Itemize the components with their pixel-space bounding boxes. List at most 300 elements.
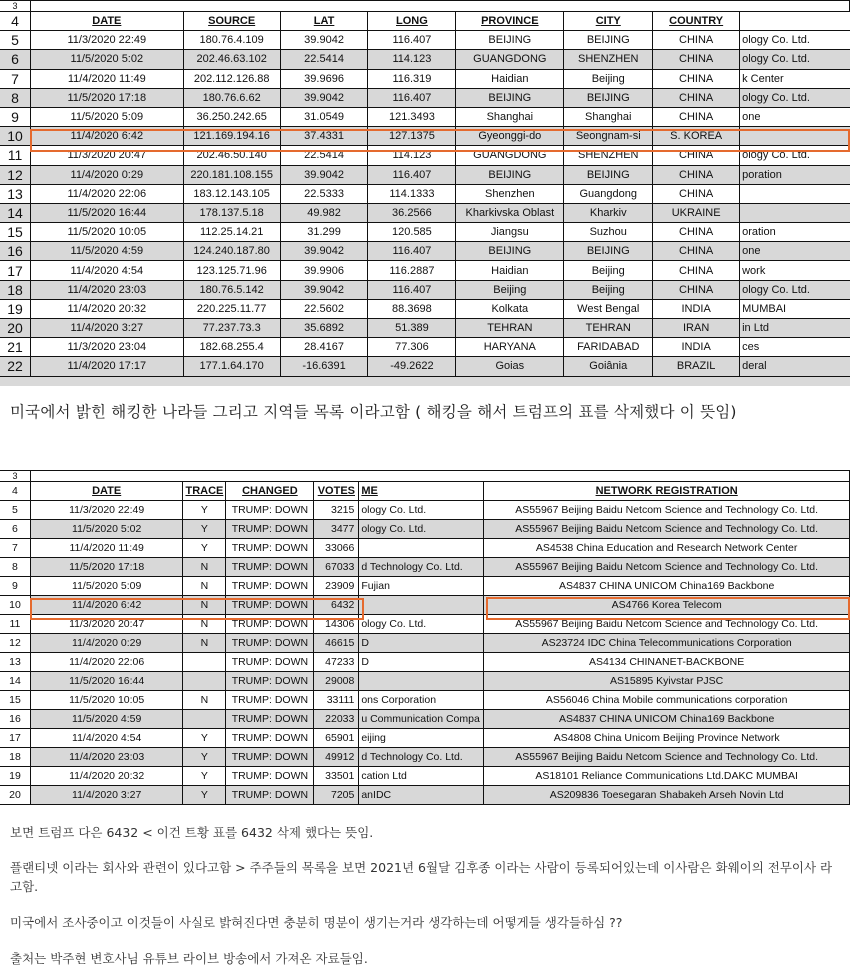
- cell-lat: 31.299: [280, 223, 368, 242]
- cell-country: CHINA: [653, 50, 740, 69]
- cell-province: Shanghai: [456, 107, 564, 126]
- cell-date: 11/4/2020 22:06: [30, 184, 183, 203]
- cell-city: TEHRAN: [564, 319, 653, 338]
- row-number: 7: [0, 539, 30, 558]
- row-number: 5: [0, 501, 30, 520]
- col-header-date: DATE: [30, 12, 183, 31]
- cell-trace: [183, 672, 226, 691]
- row-number: 7: [0, 69, 30, 88]
- cell-date: 11/4/2020 6:42: [30, 127, 183, 146]
- cell-lat: -16.6391: [280, 357, 368, 376]
- cell-city: Seongnam-si: [564, 127, 653, 146]
- cell-province: BEIJING: [456, 165, 564, 184]
- cell-lat: 49.982: [280, 203, 368, 222]
- cell-date: 11/5/2020 16:44: [30, 672, 183, 691]
- cell-date: 11/5/2020 17:18: [30, 558, 183, 577]
- cell-side-cutoff: poration: [740, 165, 850, 184]
- cell-votes: 33066: [314, 539, 359, 558]
- cell-name-cutoff: ology Co. Ltd.: [359, 615, 484, 634]
- table-row: [0, 299, 850, 318]
- cell-trace: N: [183, 634, 226, 653]
- cell-votes: 67033: [314, 558, 359, 577]
- cell-trace: Y: [183, 786, 226, 805]
- cell-name-cutoff: ons Corporation: [359, 691, 484, 710]
- cell-name-cutoff: d Technology Co. Ltd.: [359, 558, 484, 577]
- cell-date: 11/5/2020 10:05: [30, 691, 183, 710]
- cell-date: 11/3/2020 22:49: [30, 501, 183, 520]
- cell-source: 177.1.64.170: [183, 357, 280, 376]
- cell-date: 11/4/2020 17:17: [30, 357, 183, 376]
- header-row: [0, 12, 850, 31]
- cell-date: 11/4/2020 20:32: [30, 299, 183, 318]
- cell-network: AS4538 China Education and Research Network Center: [484, 539, 850, 558]
- cell-side-cutoff: deral: [740, 357, 850, 376]
- cell-votes: 23909: [314, 577, 359, 596]
- cell-long: 116.407: [368, 88, 456, 107]
- row-number: 15: [0, 691, 30, 710]
- cell-city: BEIJING: [564, 242, 653, 261]
- table-row: [0, 280, 850, 299]
- row-number: 14: [0, 672, 30, 691]
- row-number: 10: [0, 596, 30, 615]
- cell-lat: 39.9042: [280, 242, 368, 261]
- cell-date: 11/4/2020 11:49: [30, 69, 183, 88]
- table-row: [0, 319, 850, 338]
- cell-votes: 46615: [314, 634, 359, 653]
- cell-network: AS56046 China Mobile communications corporation: [484, 691, 850, 710]
- cell-source: 202.112.126.88: [183, 69, 280, 88]
- table-row: [0, 672, 850, 691]
- row-number: 19: [0, 299, 30, 318]
- cell-network: AS209836 Toesegaran Shabakeh Arseh Novin Ltd: [484, 786, 850, 805]
- cell-source: 180.76.6.62: [183, 88, 280, 107]
- cell-country: INDIA: [653, 299, 740, 318]
- row-number: 13: [0, 184, 30, 203]
- cell-name-cutoff: d Technology Co. Ltd.: [359, 748, 484, 767]
- cell-network: AS4837 CHINA UNICOM China169 Backbone: [484, 577, 850, 596]
- row-number: 20: [0, 319, 30, 338]
- row-number: 8: [0, 558, 30, 577]
- paragraph-4: 출처는 박주현 변호사님 유튜브 라이브 방송에서 가져온 자료들임.: [10, 951, 368, 966]
- cell-network: AS55967 Beijing Baidu Netcom Science and Technology Co. Ltd.: [484, 501, 850, 520]
- cell-source: 112.25.14.21: [183, 223, 280, 242]
- table-row: [0, 729, 850, 748]
- cell-votes: 14306: [314, 615, 359, 634]
- cell-name-cutoff: anIDC: [359, 786, 484, 805]
- table-row: [0, 338, 850, 357]
- cell-date: 11/4/2020 22:06: [30, 653, 183, 672]
- col-header-city: CITY: [564, 12, 653, 31]
- paragraph-1: 보면 트럼프 다은 6432 < 이건 트황 표를 6432 삭제 했다는 뜻임.: [10, 825, 374, 840]
- cell-source: 202.46.50.140: [183, 146, 280, 165]
- cell-city: FARIDABAD: [564, 338, 653, 357]
- cell-province: BEIJING: [456, 242, 564, 261]
- row-number: 20: [0, 786, 30, 805]
- cell-side-cutoff: in Ltd: [740, 319, 850, 338]
- cell-long: 116.407: [368, 280, 456, 299]
- cell-long: -49.2622: [368, 357, 456, 376]
- cell-date: 11/4/2020 4:54: [30, 261, 183, 280]
- cell-lat: 39.9042: [280, 31, 368, 50]
- cell-source: 182.68.255.4: [183, 338, 280, 357]
- cell-side-cutoff: work: [740, 261, 850, 280]
- cell-trace: N: [183, 596, 226, 615]
- row-number: 4: [0, 482, 30, 501]
- cell-date: 11/4/2020 23:03: [30, 280, 183, 299]
- cell-changed: TRUMP: DOWN: [226, 786, 314, 805]
- cell-province: Beijing: [456, 280, 564, 299]
- cell-source: 121.169.194.16: [183, 127, 280, 146]
- table-row: [0, 261, 850, 280]
- cell-trace: Y: [183, 520, 226, 539]
- table-row: [0, 577, 850, 596]
- cell-source: 202.46.63.102: [183, 50, 280, 69]
- row-number: 22: [0, 357, 30, 376]
- cell-votes: 65901: [314, 729, 359, 748]
- cell-country: CHINA: [653, 107, 740, 126]
- cell-votes: 47233: [314, 653, 359, 672]
- col-header-trace: TRACE: [183, 482, 226, 501]
- cell-country: CHINA: [653, 69, 740, 88]
- cell-date: 11/5/2020 5:02: [30, 50, 183, 69]
- cell-side-cutoff: ology Co. Ltd.: [740, 88, 850, 107]
- cell-date: 11/5/2020 5:02: [30, 520, 183, 539]
- cell-province: Kolkata: [456, 299, 564, 318]
- row-number: 6: [0, 520, 30, 539]
- table-row: [0, 357, 850, 376]
- col-header-date: DATE: [30, 482, 183, 501]
- cell-city: SHENZHEN: [564, 146, 653, 165]
- cell-source: 180.76.4.109: [183, 31, 280, 50]
- cell-date: 11/5/2020 16:44: [30, 203, 183, 222]
- top-spreadsheet-screenshot: [0, 0, 850, 386]
- cell-network: AS4808 China Unicom Beijing Province Network: [484, 729, 850, 748]
- table-row: [0, 242, 850, 261]
- cell-side-cutoff: MUMBAI: [740, 299, 850, 318]
- paragraph-2: 플랜티넷 이라는 회사와 관련이 있다고함 > 주주들의 목록을 보면 2021년 6월달 김후종 이라는 사람이 등록되어있는데 이사람은 화웨이의 전무이사 라고함.: [10, 860, 833, 894]
- table-row: 3: [0, 471, 850, 482]
- cell-network: AS15895 Kyivstar PJSC: [484, 672, 850, 691]
- cell-source: 220.181.108.155: [183, 165, 280, 184]
- col-header-name: ME: [359, 482, 484, 501]
- table-row: [0, 691, 850, 710]
- row-number: 13: [0, 653, 30, 672]
- cell-city: Goiânia: [564, 357, 653, 376]
- cell-side-cutoff: [740, 184, 850, 203]
- cell-date: 11/4/2020 6:42: [30, 596, 183, 615]
- row-number: 18: [0, 280, 30, 299]
- cell-city: West Bengal: [564, 299, 653, 318]
- row-number: 12: [0, 634, 30, 653]
- cell-name-cutoff: ology Co. Ltd.: [359, 520, 484, 539]
- cell-name-cutoff: D: [359, 653, 484, 672]
- bottom-spreadsheet-screenshot: [0, 470, 850, 810]
- cell-country: CHINA: [653, 261, 740, 280]
- cell-country: CHINA: [653, 184, 740, 203]
- row-number: 12: [0, 165, 30, 184]
- row-number: 9: [0, 107, 30, 126]
- cell-date: 11/3/2020 22:49: [30, 31, 183, 50]
- table-row: [0, 1, 850, 12]
- cell-network: AS55967 Beijing Baidu Netcom Science and Technology Co. Ltd.: [484, 748, 850, 767]
- cell-trace: Y: [183, 501, 226, 520]
- cell-network: AS4766 Korea Telecom: [484, 596, 850, 615]
- cell-country: CHINA: [653, 31, 740, 50]
- votes-changed-table: [0, 470, 850, 805]
- row-number: 10: [0, 127, 30, 146]
- cell-trace: N: [183, 558, 226, 577]
- cell-votes: 33111: [314, 691, 359, 710]
- cell-changed: TRUMP: DOWN: [226, 672, 314, 691]
- cell-city: Suzhou: [564, 223, 653, 242]
- cell-changed: TRUMP: DOWN: [226, 596, 314, 615]
- cell-changed: TRUMP: DOWN: [226, 539, 314, 558]
- cell-changed: TRUMP: DOWN: [226, 615, 314, 634]
- cell-country: UKRAINE: [653, 203, 740, 222]
- table-row: [0, 165, 850, 184]
- hack-source-table: [0, 0, 850, 377]
- cell-name-cutoff: ology Co. Ltd.: [359, 501, 484, 520]
- cell-network: AS23724 IDC China Telecommunications Corporation: [484, 634, 850, 653]
- cell-country: CHINA: [653, 88, 740, 107]
- table-row: [0, 50, 850, 69]
- cell-country: INDIA: [653, 338, 740, 357]
- cell-long: 88.3698: [368, 299, 456, 318]
- cell-province: GUANGDONG: [456, 146, 564, 165]
- cell-city: Beijing: [564, 261, 653, 280]
- cell-name-cutoff: cation Ltd: [359, 767, 484, 786]
- cell-trace: N: [183, 577, 226, 596]
- cell-trace: N: [183, 615, 226, 634]
- cell-country: CHINA: [653, 165, 740, 184]
- col-header-province: PROVINCE: [456, 12, 564, 31]
- cell-province: Gyeonggi-do: [456, 127, 564, 146]
- cell-date: 11/3/2020 20:47: [30, 146, 183, 165]
- row-number: 16: [0, 242, 30, 261]
- cell-date: 11/4/2020 3:27: [30, 319, 183, 338]
- cell-city: BEIJING: [564, 88, 653, 107]
- cell-lat: 39.9042: [280, 165, 368, 184]
- cell-name-cutoff: [359, 596, 484, 615]
- cell-trace: Y: [183, 748, 226, 767]
- cell-date: 11/4/2020 23:03: [30, 748, 183, 767]
- cell-lat: 31.0549: [280, 107, 368, 126]
- cell-country: CHINA: [653, 146, 740, 165]
- table-row: [0, 69, 850, 88]
- col-header-network: NETWORK REGISTRATION: [484, 482, 850, 501]
- cell-long: 114.1333: [368, 184, 456, 203]
- caption-box: [0, 386, 850, 458]
- table-row: [0, 653, 850, 672]
- cell-network: AS55967 Beijing Baidu Netcom Science and Technology Co. Ltd.: [484, 520, 850, 539]
- table-row: [0, 710, 850, 729]
- cell-side-cutoff: ces: [740, 338, 850, 357]
- cell-changed: TRUMP: DOWN: [226, 748, 314, 767]
- table-row: [0, 615, 850, 634]
- cell-name-cutoff: [359, 672, 484, 691]
- cell-votes: 49912: [314, 748, 359, 767]
- row-number: 9: [0, 577, 30, 596]
- table-row: [0, 184, 850, 203]
- cell-side-cutoff: ology Co. Ltd.: [740, 50, 850, 69]
- cell-name-cutoff: [359, 539, 484, 558]
- cell-changed: TRUMP: DOWN: [226, 767, 314, 786]
- cell-lat: 39.9906: [280, 261, 368, 280]
- cell-country: S. KOREA: [653, 127, 740, 146]
- cell-country: CHINA: [653, 242, 740, 261]
- table-row: [0, 31, 850, 50]
- table-row: [0, 223, 850, 242]
- cell-trace: Y: [183, 767, 226, 786]
- video-caption: 미국에서 밝힌 해킹한 나라들 그리고 지역들 목록 이라고함 ( 해킹을 해서 트럼프의 표를 삭제했다 이 뜻임): [10, 403, 737, 421]
- table-row: [0, 501, 850, 520]
- cell-source: 178.137.5.18: [183, 203, 280, 222]
- table-row: [0, 146, 850, 165]
- cell-network: AS55967 Beijing Baidu Netcom Science and Technology Co. Ltd.: [484, 615, 850, 634]
- cell-province: Kharkivska Oblast: [456, 203, 564, 222]
- cell-long: 121.3493: [368, 107, 456, 126]
- cell-name-cutoff: Fujian: [359, 577, 484, 596]
- cell-lat: 35.6892: [280, 319, 368, 338]
- cell-source: 220.225.11.77: [183, 299, 280, 318]
- cell-province: Goias: [456, 357, 564, 376]
- row-number: 21: [0, 338, 30, 357]
- cell-date: 11/3/2020 20:47: [30, 615, 183, 634]
- cell-network: AS18101 Reliance Communications Ltd.DAKC MUMBAI: [484, 767, 850, 786]
- cell-side-cutoff: one: [740, 242, 850, 261]
- table-row: [0, 634, 850, 653]
- cell-province: GUANGDONG: [456, 50, 564, 69]
- cell-trace: N: [183, 691, 226, 710]
- cell-side-cutoff: ology Co. Ltd.: [740, 31, 850, 50]
- cell-side-cutoff: oration: [740, 223, 850, 242]
- table-row: [0, 558, 850, 577]
- cell-source: 77.237.73.3: [183, 319, 280, 338]
- table-row: [0, 596, 850, 615]
- table-row: [0, 748, 850, 767]
- col-header-long: LONG: [368, 12, 456, 31]
- cell-trace: Y: [183, 729, 226, 748]
- cell-lat: 22.5333: [280, 184, 368, 203]
- cell-changed: TRUMP: DOWN: [226, 577, 314, 596]
- cell-lat: 22.5602: [280, 299, 368, 318]
- cell-long: 114.123: [368, 146, 456, 165]
- cell-province: Haidian: [456, 69, 564, 88]
- cell-city: Guangdong: [564, 184, 653, 203]
- cell-changed: TRUMP: DOWN: [226, 729, 314, 748]
- row-number: 11: [0, 146, 30, 165]
- row-number: 6: [0, 50, 30, 69]
- cell-country: IRAN: [653, 319, 740, 338]
- cell-changed: TRUMP: DOWN: [226, 710, 314, 729]
- cell-date: 11/5/2020 4:59: [30, 710, 183, 729]
- cell-city: BEIJING: [564, 31, 653, 50]
- cell-long: 116.2887: [368, 261, 456, 280]
- row-number: 14: [0, 203, 30, 222]
- cell-source: 180.76.5.142: [183, 280, 280, 299]
- cell-province: BEIJING: [456, 31, 564, 50]
- cell-date: 11/4/2020 20:32: [30, 767, 183, 786]
- cell-network: AS55967 Beijing Baidu Netcom Science and Technology Co. Ltd.: [484, 558, 850, 577]
- cell-city: BEIJING: [564, 165, 653, 184]
- cell-changed: TRUMP: DOWN: [226, 653, 314, 672]
- cell-side-cutoff: one: [740, 107, 850, 126]
- cell-name-cutoff: eijing: [359, 729, 484, 748]
- cell-votes: 29008: [314, 672, 359, 691]
- row-number: 5: [0, 31, 30, 50]
- table-row: [0, 539, 850, 558]
- col-header-source: SOURCE: [183, 12, 280, 31]
- cell-long: 51.389: [368, 319, 456, 338]
- cell-lat: 22.5414: [280, 50, 368, 69]
- col-header-changed: CHANGED: [226, 482, 314, 501]
- cell-lat: 39.9042: [280, 280, 368, 299]
- cell-changed: TRUMP: DOWN: [226, 520, 314, 539]
- cell-changed: TRUMP: DOWN: [226, 501, 314, 520]
- cell-name-cutoff: u Communication Compa: [359, 710, 484, 729]
- cell-date: 11/4/2020 4:54: [30, 729, 183, 748]
- cell-side-cutoff: ology Co. Ltd.: [740, 280, 850, 299]
- cell-province: Jiangsu: [456, 223, 564, 242]
- cell-date: 11/5/2020 5:09: [30, 577, 183, 596]
- cell-trace: [183, 653, 226, 672]
- row-number: 19: [0, 767, 30, 786]
- cell-changed: TRUMP: DOWN: [226, 691, 314, 710]
- cell-province: BEIJING: [456, 88, 564, 107]
- cell-votes: 22033: [314, 710, 359, 729]
- cell-city: Kharkiv: [564, 203, 653, 222]
- cell-trace: [183, 710, 226, 729]
- cell-city: Beijing: [564, 280, 653, 299]
- col-header-lat: LAT: [280, 12, 368, 31]
- row-number: 3: [0, 1, 30, 12]
- cell-date: 11/3/2020 23:04: [30, 338, 183, 357]
- cell-long: 120.585: [368, 223, 456, 242]
- cell-country: CHINA: [653, 223, 740, 242]
- table-row: [0, 88, 850, 107]
- row-number: 11: [0, 615, 30, 634]
- cell-source: 183.12.143.105: [183, 184, 280, 203]
- cell-date: 11/4/2020 3:27: [30, 786, 183, 805]
- cell-lat: 37.4331: [280, 127, 368, 146]
- cell-city: Shanghai: [564, 107, 653, 126]
- cell-long: 116.319: [368, 69, 456, 88]
- row-number: 16: [0, 710, 30, 729]
- table-row: [0, 520, 850, 539]
- row-number: 18: [0, 748, 30, 767]
- cell-votes: 3477: [314, 520, 359, 539]
- col-header-country: COUNTRY: [653, 12, 740, 31]
- cell-side-cutoff: k Center: [740, 69, 850, 88]
- cell-side-cutoff: ology Co. Ltd.: [740, 146, 850, 165]
- cell-source: 124.240.187.80: [183, 242, 280, 261]
- paragraph-3: 미국에서 조사중이고 이것들이 사실로 밝혀진다면 충분히 명분이 생기는거라 생각하는데 어떻게들 생각들하심 ??: [10, 915, 623, 930]
- cell-date: 11/5/2020 10:05: [30, 223, 183, 242]
- cell-network: AS4134 CHINANET-BACKBONE: [484, 653, 850, 672]
- cell-long: 127.1375: [368, 127, 456, 146]
- cell-long: 114.123: [368, 50, 456, 69]
- table-row: [0, 107, 850, 126]
- cell-side-cutoff: [740, 127, 850, 146]
- cell-province: HARYANA: [456, 338, 564, 357]
- cell-province: TEHRAN: [456, 319, 564, 338]
- cell-long: 77.306: [368, 338, 456, 357]
- cell-date: 11/5/2020 17:18: [30, 88, 183, 107]
- cell-changed: TRUMP: DOWN: [226, 558, 314, 577]
- cell-long: 116.407: [368, 165, 456, 184]
- cell-date: 11/4/2020 0:29: [30, 634, 183, 653]
- cell-city: SHENZHEN: [564, 50, 653, 69]
